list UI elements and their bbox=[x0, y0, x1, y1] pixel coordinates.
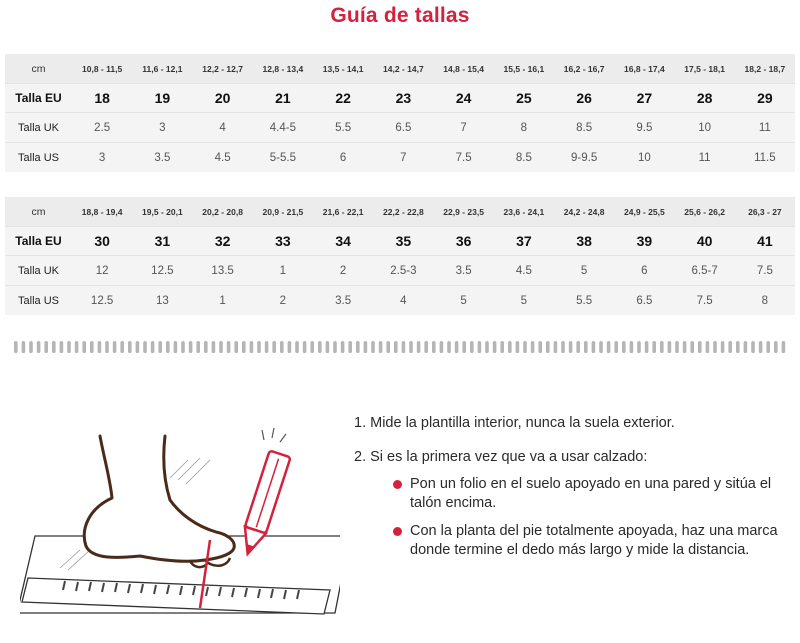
foot-measuring-icon bbox=[20, 418, 340, 638]
table-cell: 12.5 bbox=[132, 256, 192, 286]
table-cell: 20,2 - 20,8 bbox=[193, 197, 253, 227]
table-cell: 3 bbox=[132, 113, 192, 143]
table-cell: 3.5 bbox=[313, 286, 373, 316]
dash-mark bbox=[280, 341, 284, 353]
dash-mark bbox=[417, 341, 421, 353]
dash-mark bbox=[424, 341, 428, 353]
table-row-uk bbox=[5, 113, 795, 143]
dash-mark bbox=[478, 341, 482, 353]
table-cell: 40 bbox=[675, 227, 735, 256]
dash-mark bbox=[652, 341, 656, 353]
table-cell: 11 bbox=[735, 113, 795, 143]
table-cell: 6.5-7 bbox=[675, 256, 735, 286]
row-label: Talla US bbox=[5, 286, 72, 316]
table-cell: 8.5 bbox=[494, 143, 554, 173]
table-cell: 38 bbox=[554, 227, 614, 256]
dash-mark bbox=[22, 341, 26, 353]
dash-mark bbox=[690, 341, 694, 353]
table-row-us bbox=[5, 143, 795, 173]
table-cell: 2 bbox=[313, 256, 373, 286]
table-cell: 35 bbox=[373, 227, 433, 256]
dash-mark bbox=[531, 341, 535, 353]
table-cell: 12.5 bbox=[72, 286, 132, 316]
dash-mark bbox=[774, 341, 778, 353]
table-cell: 26,3 - 27 bbox=[735, 197, 795, 227]
row-label: Talla UK bbox=[5, 256, 72, 286]
page-title: Guía de tallas bbox=[330, 4, 470, 27]
dash-mark bbox=[333, 341, 337, 353]
size-table-1 bbox=[5, 54, 795, 172]
dash-mark bbox=[151, 341, 155, 353]
table-cell: 31 bbox=[132, 227, 192, 256]
dash-mark bbox=[660, 341, 664, 353]
dash-mark bbox=[189, 341, 193, 353]
dash-mark bbox=[212, 341, 216, 353]
dash-mark bbox=[120, 341, 124, 353]
dash-mark bbox=[60, 341, 64, 353]
table-cell: 4 bbox=[193, 113, 253, 143]
table-cell: 19,5 - 20,1 bbox=[132, 197, 192, 227]
dash-mark bbox=[105, 341, 109, 353]
dash-mark bbox=[219, 341, 223, 353]
dash-mark bbox=[158, 341, 162, 353]
table-cell: 34 bbox=[313, 227, 373, 256]
dash-mark bbox=[386, 341, 390, 353]
table-cell: 17,5 - 18,1 bbox=[675, 54, 735, 84]
table-cell: 33 bbox=[253, 227, 313, 256]
table-cell: 7 bbox=[373, 143, 433, 173]
dash-mark bbox=[607, 341, 611, 353]
table-cell: 5-5.5 bbox=[253, 143, 313, 173]
table-cell: 12 bbox=[72, 256, 132, 286]
dash-mark bbox=[614, 341, 618, 353]
table-cell: 16,2 - 16,7 bbox=[554, 54, 614, 84]
bullet-text: Con la planta del pie totalmente apoyada, haz una marca donde termine el dedo más largo y mide la distancia. bbox=[410, 523, 778, 558]
dash-mark bbox=[569, 341, 573, 353]
dash-mark bbox=[782, 341, 786, 353]
table-cell: 22,9 - 23,5 bbox=[434, 197, 494, 227]
table-cell: 15,5 - 16,1 bbox=[494, 54, 554, 84]
dash-mark bbox=[713, 341, 717, 353]
table-cell: 29 bbox=[735, 84, 795, 113]
table-cell: 5 bbox=[554, 256, 614, 286]
table-cell: 5 bbox=[494, 286, 554, 316]
dash-mark bbox=[698, 341, 702, 353]
bullet-text: Pon un folio en el suelo apoyado en una pared y sitúa el talón encima. bbox=[410, 476, 772, 511]
dash-mark bbox=[181, 341, 185, 353]
table-cell: 13.5 bbox=[193, 256, 253, 286]
table-cell: 36 bbox=[434, 227, 494, 256]
dash-mark bbox=[759, 341, 763, 353]
step-1: 1. Mide la plantilla interior, nunca la suela exterior. bbox=[354, 415, 675, 431]
dash-mark bbox=[462, 341, 466, 353]
dash-mark bbox=[538, 341, 542, 353]
row-label: Talla EU bbox=[5, 84, 72, 113]
dash-mark bbox=[37, 341, 41, 353]
dash-mark bbox=[113, 341, 117, 353]
dash-mark bbox=[288, 341, 292, 353]
table-cell: 30 bbox=[72, 227, 132, 256]
bullet-dot-icon bbox=[393, 480, 402, 489]
dash-mark bbox=[295, 341, 299, 353]
table-cell: 1 bbox=[253, 256, 313, 286]
table-cell: 11.5 bbox=[735, 143, 795, 173]
dash-mark bbox=[128, 341, 132, 353]
dash-mark bbox=[728, 341, 732, 353]
table-cell: 8.5 bbox=[554, 113, 614, 143]
table-cell: 3 bbox=[72, 143, 132, 173]
row-label: Talla UK bbox=[5, 113, 72, 143]
table-cell: 20 bbox=[193, 84, 253, 113]
dash-mark bbox=[318, 341, 322, 353]
dash-mark bbox=[44, 341, 48, 353]
dash-mark bbox=[265, 341, 269, 353]
table-cell: 18,8 - 19,4 bbox=[72, 197, 132, 227]
dash-mark bbox=[14, 341, 18, 353]
table-cell: 23 bbox=[373, 84, 433, 113]
bullet-2 bbox=[354, 522, 784, 560]
table-cell: 9.5 bbox=[614, 113, 674, 143]
dash-mark bbox=[447, 341, 451, 353]
dash-mark bbox=[364, 341, 368, 353]
table-row-eu bbox=[5, 227, 795, 256]
dash-mark bbox=[402, 341, 406, 353]
dash-mark bbox=[599, 341, 603, 353]
dash-mark bbox=[485, 341, 489, 353]
dash-mark bbox=[736, 341, 740, 353]
dash-mark bbox=[561, 341, 565, 353]
dash-mark bbox=[234, 341, 238, 353]
table-cell: 25,6 - 26,2 bbox=[675, 197, 735, 227]
bullet-1 bbox=[354, 475, 784, 513]
table-cell: 14,8 - 15,4 bbox=[434, 54, 494, 84]
dash-mark bbox=[576, 341, 580, 353]
table-cell: 25 bbox=[494, 84, 554, 113]
table-cell: 22,2 - 22,8 bbox=[373, 197, 433, 227]
dash-mark bbox=[592, 341, 596, 353]
dash-mark bbox=[645, 341, 649, 353]
dash-mark bbox=[683, 341, 687, 353]
dash-mark bbox=[204, 341, 208, 353]
dash-mark bbox=[272, 341, 276, 353]
table-cell: 7 bbox=[434, 113, 494, 143]
dash-mark bbox=[166, 341, 170, 353]
dash-mark bbox=[52, 341, 56, 353]
table-cell: 6 bbox=[614, 256, 674, 286]
table-cell: 6.5 bbox=[614, 286, 674, 316]
table-cell: 27 bbox=[614, 84, 674, 113]
dash-mark bbox=[675, 341, 679, 353]
table-row-uk bbox=[5, 256, 795, 286]
table-cell: 12,2 - 12,7 bbox=[193, 54, 253, 84]
table-cell: 23,6 - 24,1 bbox=[494, 197, 554, 227]
row-label: Talla EU bbox=[5, 227, 72, 256]
instructions bbox=[354, 414, 784, 569]
dash-mark bbox=[554, 341, 558, 353]
row-label: cm bbox=[5, 197, 72, 227]
dash-mark bbox=[744, 341, 748, 353]
table-cell: 21 bbox=[253, 84, 313, 113]
table-cell: 32 bbox=[193, 227, 253, 256]
dash-mark bbox=[82, 341, 86, 353]
table-cell: 41 bbox=[735, 227, 795, 256]
table-cell: 10 bbox=[675, 113, 735, 143]
table-cell: 5 bbox=[434, 286, 494, 316]
table-cell: 10,8 - 11,5 bbox=[72, 54, 132, 84]
dash-mark bbox=[341, 341, 345, 353]
table-row-cm bbox=[5, 197, 795, 227]
table-row-us bbox=[5, 286, 795, 316]
dash-mark bbox=[622, 341, 626, 353]
dash-mark bbox=[394, 341, 398, 353]
bullet-dot-icon bbox=[393, 527, 402, 536]
dash-mark bbox=[668, 341, 672, 353]
dash-mark bbox=[143, 341, 147, 353]
dash-mark bbox=[584, 341, 588, 353]
table-row-cm bbox=[5, 54, 795, 84]
dash-mark bbox=[432, 341, 436, 353]
table-cell: 2.5-3 bbox=[373, 256, 433, 286]
table-cell: 5.5 bbox=[313, 113, 373, 143]
dash-mark bbox=[523, 341, 527, 353]
dash-mark bbox=[174, 341, 178, 353]
dash-mark bbox=[29, 341, 33, 353]
dash-mark bbox=[440, 341, 444, 353]
dash-mark bbox=[721, 341, 725, 353]
table-cell: 4.5 bbox=[193, 143, 253, 173]
dash-mark bbox=[516, 341, 520, 353]
dash-mark bbox=[409, 341, 413, 353]
dash-mark bbox=[706, 341, 710, 353]
dash-mark bbox=[455, 341, 459, 353]
step-2: 2. Si es la primera vez que va a usar calzado: bbox=[354, 449, 648, 465]
table-cell: 11,6 - 12,1 bbox=[132, 54, 192, 84]
table-cell: 20,9 - 21,5 bbox=[253, 197, 313, 227]
table-cell: 10 bbox=[614, 143, 674, 173]
table-cell: 8 bbox=[494, 113, 554, 143]
row-label: Talla US bbox=[5, 143, 72, 173]
dash-mark bbox=[493, 341, 497, 353]
dashed-divider bbox=[14, 339, 786, 355]
table-cell: 22 bbox=[313, 84, 373, 113]
dash-mark bbox=[90, 341, 94, 353]
dash-mark bbox=[500, 341, 504, 353]
table-cell: 7.5 bbox=[434, 143, 494, 173]
row-label: cm bbox=[5, 54, 72, 84]
dash-mark bbox=[196, 341, 200, 353]
dash-mark bbox=[348, 341, 352, 353]
table-cell: 6.5 bbox=[373, 113, 433, 143]
table-cell: 13,5 - 14,1 bbox=[313, 54, 373, 84]
table-cell: 1 bbox=[193, 286, 253, 316]
table-cell: 4 bbox=[373, 286, 433, 316]
table-cell: 3.5 bbox=[132, 143, 192, 173]
dash-mark bbox=[310, 341, 314, 353]
dash-mark bbox=[630, 341, 634, 353]
table-cell: 4.5 bbox=[494, 256, 554, 286]
dash-mark bbox=[371, 341, 375, 353]
table-row-eu bbox=[5, 84, 795, 113]
table-cell: 4.4-5 bbox=[253, 113, 313, 143]
table-cell: 12,8 - 13,4 bbox=[253, 54, 313, 84]
table-cell: 14,2 - 14,7 bbox=[373, 54, 433, 84]
table-cell: 11 bbox=[675, 143, 735, 173]
dash-mark bbox=[508, 341, 512, 353]
table-cell: 37 bbox=[494, 227, 554, 256]
dash-mark bbox=[75, 341, 79, 353]
dash-mark bbox=[227, 341, 231, 353]
table-cell: 2 bbox=[253, 286, 313, 316]
dash-mark bbox=[67, 341, 71, 353]
table-cell: 21,6 - 22,1 bbox=[313, 197, 373, 227]
dash-mark bbox=[303, 341, 307, 353]
dash-mark bbox=[356, 341, 360, 353]
table-cell: 18 bbox=[72, 84, 132, 113]
table-cell: 24 bbox=[434, 84, 494, 113]
table-cell: 7.5 bbox=[735, 256, 795, 286]
table-cell: 18,2 - 18,7 bbox=[735, 54, 795, 84]
table-cell: 19 bbox=[132, 84, 192, 113]
size-table-2 bbox=[5, 197, 795, 315]
dash-mark bbox=[257, 341, 261, 353]
table-cell: 6 bbox=[313, 143, 373, 173]
table-cell: 8 bbox=[735, 286, 795, 316]
table-cell: 16,8 - 17,4 bbox=[614, 54, 674, 84]
table-cell: 28 bbox=[675, 84, 735, 113]
dash-mark bbox=[242, 341, 246, 353]
dash-mark bbox=[98, 341, 102, 353]
dash-mark bbox=[546, 341, 550, 353]
table-cell: 9-9.5 bbox=[554, 143, 614, 173]
table-cell: 26 bbox=[554, 84, 614, 113]
table-cell: 39 bbox=[614, 227, 674, 256]
dash-mark bbox=[136, 341, 140, 353]
table-cell: 13 bbox=[132, 286, 192, 316]
dash-mark bbox=[637, 341, 641, 353]
dash-mark bbox=[379, 341, 383, 353]
dash-mark bbox=[326, 341, 330, 353]
dash-mark bbox=[751, 341, 755, 353]
dash-mark bbox=[766, 341, 770, 353]
table-cell: 24,9 - 25,5 bbox=[614, 197, 674, 227]
table-cell: 2.5 bbox=[72, 113, 132, 143]
dash-mark bbox=[470, 341, 474, 353]
table-cell: 7.5 bbox=[675, 286, 735, 316]
table-cell: 3.5 bbox=[434, 256, 494, 286]
table-cell: 24,2 - 24,8 bbox=[554, 197, 614, 227]
table-cell: 5.5 bbox=[554, 286, 614, 316]
dash-mark bbox=[250, 341, 254, 353]
